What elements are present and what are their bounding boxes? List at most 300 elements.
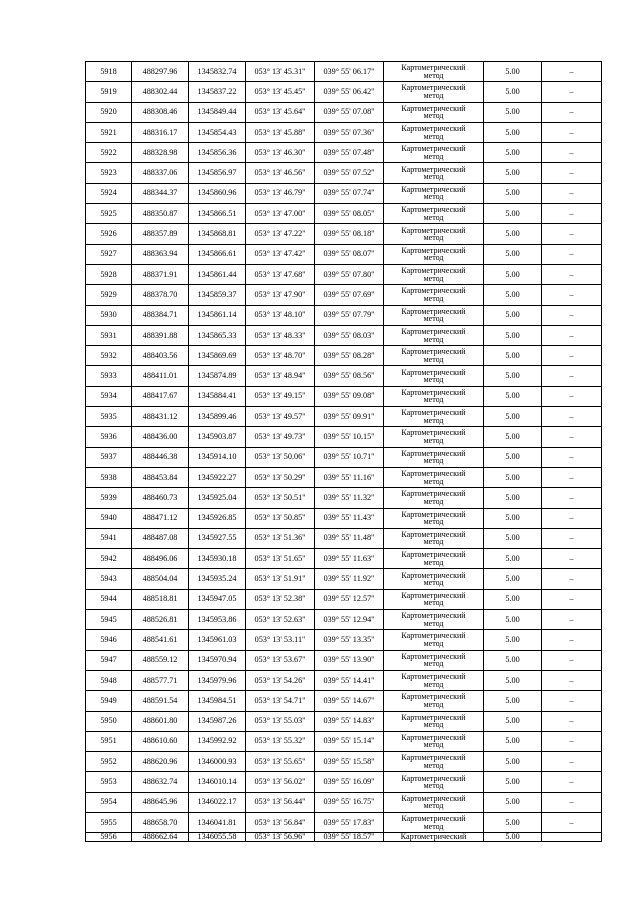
latitude-cell: 053° 13' 49.15" xyxy=(246,386,315,406)
table-row xyxy=(86,224,602,244)
point-number-cell: 5940 xyxy=(86,508,132,528)
accuracy-cell: 5.00 xyxy=(484,366,542,386)
x-coordinate-cell: 488446.38 xyxy=(132,447,189,467)
longitude-cell: 039° 55' 11.48" xyxy=(315,528,384,548)
method-line-2: метод xyxy=(423,801,444,811)
accuracy-cell: 5.00 xyxy=(484,569,542,589)
method-line-2: метод xyxy=(423,293,444,303)
table-row xyxy=(86,325,602,345)
method-cell xyxy=(384,62,484,82)
longitude-cell: 039° 55' 11.32" xyxy=(315,488,384,508)
longitude-cell: 039° 55' 07.08" xyxy=(315,102,384,122)
y-coordinate-cell: 1345861.44 xyxy=(189,264,246,284)
point-number-cell: 5926 xyxy=(86,224,132,244)
x-coordinate-cell: 488436.00 xyxy=(132,427,189,447)
table-row xyxy=(86,264,602,284)
latitude-cell: 053° 13' 56.02" xyxy=(246,772,315,792)
point-number-cell: 5935 xyxy=(86,407,132,427)
longitude-cell: 039° 55' 13.35" xyxy=(315,630,384,650)
y-coordinate-cell: 1345854.43 xyxy=(189,122,246,142)
x-coordinate-cell: 488417.67 xyxy=(132,386,189,406)
method-line-1: Картометрический xyxy=(401,164,466,174)
latitude-cell: 053° 13' 51.36" xyxy=(246,528,315,548)
method-cell xyxy=(384,346,484,366)
x-coordinate-cell: 488431.12 xyxy=(132,407,189,427)
point-number-cell: 5954 xyxy=(86,792,132,812)
method-line-2: метод xyxy=(423,638,444,648)
method-line-2: метод xyxy=(423,273,444,283)
longitude-cell: 039° 55' 10.15" xyxy=(315,427,384,447)
accuracy-cell: 5.00 xyxy=(484,224,542,244)
method-line-2: метод xyxy=(423,334,444,344)
method-cell xyxy=(384,366,484,386)
description-cell: – xyxy=(542,407,602,427)
method-line-2: метод xyxy=(423,314,444,324)
table-row xyxy=(86,650,602,670)
y-coordinate-cell: 1345984.51 xyxy=(189,691,246,711)
x-coordinate-cell: 488518.81 xyxy=(132,589,189,609)
point-number-cell: 5931 xyxy=(86,325,132,345)
method-line-2: метод xyxy=(423,395,444,405)
accuracy-cell: 5.00 xyxy=(484,163,542,183)
method-cell xyxy=(384,549,484,569)
x-coordinate-cell: 488496.06 xyxy=(132,549,189,569)
latitude-cell: 053° 13' 47.00" xyxy=(246,204,315,224)
table-row xyxy=(86,122,602,142)
latitude-cell: 053° 13' 50.29" xyxy=(246,467,315,487)
longitude-cell: 039° 55' 14.67" xyxy=(315,691,384,711)
method-cell xyxy=(384,224,484,244)
method-cell xyxy=(384,650,484,670)
method-line-2: метод xyxy=(423,375,444,385)
accuracy-cell: 5.00 xyxy=(484,62,542,82)
longitude-cell: 039° 55' 06.17" xyxy=(315,62,384,82)
accuracy-cell: 5.00 xyxy=(484,325,542,345)
point-number-cell: 5945 xyxy=(86,610,132,630)
method-line-1: Картометрический xyxy=(401,712,466,722)
method-line-1: Картометрический xyxy=(401,672,466,682)
latitude-cell: 053° 13' 48.10" xyxy=(246,305,315,325)
method-cell xyxy=(384,467,484,487)
point-number-cell: 5927 xyxy=(86,244,132,264)
method-line-2: метод xyxy=(423,699,444,709)
method-line-2: метод xyxy=(423,151,444,161)
table-row xyxy=(86,204,602,224)
y-coordinate-cell: 1345866.61 xyxy=(189,244,246,264)
longitude-cell: 039° 55' 13.90" xyxy=(315,650,384,670)
y-coordinate-cell: 1345935.24 xyxy=(189,569,246,589)
description-cell: – xyxy=(542,691,602,711)
method-cell xyxy=(384,285,484,305)
point-number-cell: 5951 xyxy=(86,731,132,751)
point-number-cell: 5923 xyxy=(86,163,132,183)
description-cell: – xyxy=(542,549,602,569)
x-coordinate-cell: 488662.64 xyxy=(132,833,189,842)
latitude-cell: 053° 13' 55.03" xyxy=(246,711,315,731)
latitude-cell: 053° 13' 56.96" xyxy=(246,833,315,842)
y-coordinate-cell: 1345860.96 xyxy=(189,183,246,203)
accuracy-cell: 5.00 xyxy=(484,691,542,711)
method-line-1: Картометрический xyxy=(401,550,466,560)
point-number-cell: 5956 xyxy=(86,833,132,842)
accuracy-cell: 5.00 xyxy=(484,143,542,163)
method-cell xyxy=(384,204,484,224)
x-coordinate-cell: 488487.08 xyxy=(132,528,189,548)
point-number-cell: 5941 xyxy=(86,528,132,548)
table-row xyxy=(86,346,602,366)
method-line-1: Картометрический xyxy=(401,793,466,803)
description-cell: – xyxy=(542,792,602,812)
table-row xyxy=(86,285,602,305)
method-cell xyxy=(384,691,484,711)
method-cell xyxy=(384,731,484,751)
latitude-cell: 053° 13' 56.84" xyxy=(246,812,315,832)
method-line-1: Картометрический xyxy=(401,124,466,134)
table-row xyxy=(86,102,602,122)
table-row xyxy=(86,772,602,792)
y-coordinate-cell: 1345987.26 xyxy=(189,711,246,731)
method-line-1: Картометрический xyxy=(401,469,466,479)
longitude-cell: 039° 55' 08.05" xyxy=(315,204,384,224)
x-coordinate-cell: 488384.71 xyxy=(132,305,189,325)
y-coordinate-cell: 1346010.14 xyxy=(189,772,246,792)
longitude-cell: 039° 55' 08.18" xyxy=(315,224,384,244)
point-number-cell: 5928 xyxy=(86,264,132,284)
method-line-2: метод xyxy=(423,90,444,100)
method-line-1: Картометрический xyxy=(401,529,466,539)
description-cell: – xyxy=(542,163,602,183)
point-number-cell: 5922 xyxy=(86,143,132,163)
method-cell xyxy=(384,711,484,731)
method-line-2: метод xyxy=(423,517,444,527)
accuracy-cell: 5.00 xyxy=(484,407,542,427)
method-cell xyxy=(384,670,484,690)
point-number-cell: 5918 xyxy=(86,62,132,82)
description-cell: – xyxy=(542,569,602,589)
method-line-1: Картометрический xyxy=(401,387,466,397)
accuracy-cell: 5.00 xyxy=(484,488,542,508)
x-coordinate-cell: 488344.37 xyxy=(132,183,189,203)
longitude-cell: 039° 55' 11.63" xyxy=(315,549,384,569)
point-number-cell: 5939 xyxy=(86,488,132,508)
method-line-1: Картометрический xyxy=(401,428,466,438)
method-cell xyxy=(384,143,484,163)
method-line-2: метод xyxy=(423,537,444,547)
latitude-cell: 053° 13' 47.68" xyxy=(246,264,315,284)
accuracy-cell: 5.00 xyxy=(484,528,542,548)
longitude-cell: 039° 55' 12.94" xyxy=(315,610,384,630)
longitude-cell: 039° 55' 09.08" xyxy=(315,386,384,406)
latitude-cell: 053° 13' 46.56" xyxy=(246,163,315,183)
description-cell: – xyxy=(542,772,602,792)
accuracy-cell: 5.00 xyxy=(484,204,542,224)
method-cell xyxy=(384,610,484,630)
description-cell: – xyxy=(542,122,602,142)
method-line-2: метод xyxy=(423,740,444,750)
longitude-cell: 039° 55' 10.71" xyxy=(315,447,384,467)
table-row xyxy=(86,82,602,102)
method-cell xyxy=(384,752,484,772)
point-number-cell: 5942 xyxy=(86,549,132,569)
x-coordinate-cell: 488378.70 xyxy=(132,285,189,305)
method-line-1: Картометрический xyxy=(401,732,466,742)
accuracy-cell: 5.00 xyxy=(484,812,542,832)
method-line-2: метод xyxy=(423,253,444,263)
longitude-cell: 039° 55' 07.36" xyxy=(315,122,384,142)
description-cell: – xyxy=(542,508,602,528)
longitude-cell: 039° 55' 15.58" xyxy=(315,752,384,772)
x-coordinate-cell: 488541.61 xyxy=(132,630,189,650)
y-coordinate-cell: 1345914.10 xyxy=(189,447,246,467)
description-cell: – xyxy=(542,812,602,832)
description-cell: – xyxy=(542,427,602,447)
method-cell xyxy=(384,772,484,792)
method-cell xyxy=(384,447,484,467)
description-cell: – xyxy=(542,285,602,305)
description-cell: – xyxy=(542,183,602,203)
method-cell xyxy=(384,508,484,528)
y-coordinate-cell: 1346055.58 xyxy=(189,833,246,842)
x-coordinate-cell: 488645.96 xyxy=(132,792,189,812)
accuracy-cell: 5.00 xyxy=(484,549,542,569)
method-cell xyxy=(384,325,484,345)
x-coordinate-cell: 488577.71 xyxy=(132,670,189,690)
latitude-cell: 053° 13' 49.73" xyxy=(246,427,315,447)
latitude-cell: 053° 13' 54.26" xyxy=(246,670,315,690)
y-coordinate-cell: 1345874.89 xyxy=(189,366,246,386)
x-coordinate-cell: 488559.12 xyxy=(132,650,189,670)
description-cell: – xyxy=(542,346,602,366)
method-cell xyxy=(384,244,484,264)
method-cell xyxy=(384,122,484,142)
method-cell xyxy=(384,488,484,508)
description-cell: – xyxy=(542,264,602,284)
table-row xyxy=(86,610,602,630)
method-line-2: метод xyxy=(423,172,444,182)
method-line-1: Картометрический xyxy=(401,367,466,377)
method-line-1: Картометрический xyxy=(401,489,466,499)
method-cell xyxy=(384,183,484,203)
y-coordinate-cell: 1345865.33 xyxy=(189,325,246,345)
method-line-2: метод xyxy=(423,781,444,791)
longitude-cell: 039° 55' 08.56" xyxy=(315,366,384,386)
accuracy-cell: 5.00 xyxy=(484,102,542,122)
table-row xyxy=(86,467,602,487)
y-coordinate-cell: 1345859.37 xyxy=(189,285,246,305)
y-coordinate-cell: 1345856.36 xyxy=(189,143,246,163)
y-coordinate-cell: 1345926.85 xyxy=(189,508,246,528)
point-number-cell: 5948 xyxy=(86,670,132,690)
x-coordinate-cell: 488371.91 xyxy=(132,264,189,284)
x-coordinate-cell: 488471.12 xyxy=(132,508,189,528)
latitude-cell: 053° 13' 47.22" xyxy=(246,224,315,244)
method-line-1: Картометрический xyxy=(401,347,466,357)
method-cell xyxy=(384,264,484,284)
x-coordinate-cell: 488297.96 xyxy=(132,62,189,82)
table-row xyxy=(86,691,602,711)
description-cell: – xyxy=(542,62,602,82)
accuracy-cell: 5.00 xyxy=(484,833,542,842)
x-coordinate-cell: 488350.87 xyxy=(132,204,189,224)
y-coordinate-cell: 1346000.93 xyxy=(189,752,246,772)
point-number-cell: 5930 xyxy=(86,305,132,325)
table-row xyxy=(86,569,602,589)
longitude-cell: 039° 55' 07.48" xyxy=(315,143,384,163)
latitude-cell: 053° 13' 46.30" xyxy=(246,143,315,163)
x-coordinate-cell: 488337.06 xyxy=(132,163,189,183)
description-cell: – xyxy=(542,386,602,406)
accuracy-cell: 5.00 xyxy=(484,467,542,487)
y-coordinate-cell: 1345849.44 xyxy=(189,102,246,122)
method-cell xyxy=(384,305,484,325)
x-coordinate-cell: 488610.60 xyxy=(132,731,189,751)
latitude-cell: 053° 13' 52.63" xyxy=(246,610,315,630)
method-line-1: Картометрический xyxy=(401,327,466,336)
point-number-cell: 5921 xyxy=(86,122,132,142)
point-number-cell: 5937 xyxy=(86,447,132,467)
accuracy-cell: 5.00 xyxy=(484,346,542,366)
description-cell: – xyxy=(542,224,602,244)
method-line-1: Картометрический xyxy=(401,570,466,580)
accuracy-cell: 5.00 xyxy=(484,670,542,690)
latitude-cell: 053° 13' 48.33" xyxy=(246,325,315,345)
x-coordinate-cell: 488363.94 xyxy=(132,244,189,264)
method-line-2: метод xyxy=(423,578,444,588)
latitude-cell: 053° 13' 45.88" xyxy=(246,122,315,142)
longitude-cell: 039° 55' 08.28" xyxy=(315,346,384,366)
y-coordinate-cell: 1345884.41 xyxy=(189,386,246,406)
method-line-1: Картометрический xyxy=(401,286,466,296)
method-line-1: Картометрический xyxy=(401,63,466,73)
y-coordinate-cell: 1345953.86 xyxy=(189,610,246,630)
latitude-cell: 053° 13' 49.57" xyxy=(246,407,315,427)
point-number-cell: 5943 xyxy=(86,569,132,589)
point-number-cell: 5953 xyxy=(86,772,132,792)
x-coordinate-cell: 488391.88 xyxy=(132,325,189,345)
method-line-2: метод xyxy=(423,131,444,141)
table-row xyxy=(86,386,602,406)
method-line-1: Картометрический xyxy=(401,631,466,641)
method-line-1: Картометрический xyxy=(401,103,466,113)
method-line-1: Картометрический xyxy=(401,753,466,763)
description-cell: – xyxy=(542,447,602,467)
x-coordinate-cell: 488302.44 xyxy=(132,82,189,102)
latitude-cell: 053° 13' 50.06" xyxy=(246,447,315,467)
x-coordinate-cell: 488357.89 xyxy=(132,224,189,244)
method-line-2: метод xyxy=(423,435,444,445)
table-row xyxy=(86,427,602,447)
table-row xyxy=(86,447,602,467)
latitude-cell: 053° 13' 54.71" xyxy=(246,691,315,711)
latitude-cell: 053° 13' 53.11" xyxy=(246,630,315,650)
table-body xyxy=(86,62,602,842)
method-line-1: Картометрический xyxy=(401,184,466,194)
method-cell xyxy=(384,102,484,122)
accuracy-cell: 5.00 xyxy=(484,264,542,284)
point-number-cell: 5938 xyxy=(86,467,132,487)
latitude-cell: 053° 13' 55.65" xyxy=(246,752,315,772)
longitude-cell: 039° 55' 16.75" xyxy=(315,792,384,812)
point-number-cell: 5924 xyxy=(86,183,132,203)
method-cell xyxy=(384,630,484,650)
method-line-2: метод xyxy=(423,496,444,506)
table-row xyxy=(86,630,602,650)
point-number-cell: 5955 xyxy=(86,812,132,832)
method-line-1: Картометрический xyxy=(401,144,466,154)
longitude-cell: 039° 55' 15.14" xyxy=(315,731,384,751)
y-coordinate-cell: 1345832.74 xyxy=(189,62,246,82)
table-row xyxy=(86,305,602,325)
longitude-cell: 039° 55' 14.83" xyxy=(315,711,384,731)
y-coordinate-cell: 1345866.51 xyxy=(189,204,246,224)
latitude-cell: 053° 13' 48.70" xyxy=(246,346,315,366)
longitude-cell: 039° 55' 06.42" xyxy=(315,82,384,102)
latitude-cell: 053° 13' 53.67" xyxy=(246,650,315,670)
description-cell: – xyxy=(542,630,602,650)
accuracy-cell: 5.00 xyxy=(484,447,542,467)
accuracy-cell: 5.00 xyxy=(484,589,542,609)
description-cell: – xyxy=(542,610,602,630)
y-coordinate-cell: 1345992.92 xyxy=(189,731,246,751)
point-number-cell: 5949 xyxy=(86,691,132,711)
method-line-1: Картометрический xyxy=(401,225,466,235)
accuracy-cell: 5.00 xyxy=(484,792,542,812)
method-line-2: метод xyxy=(423,618,444,628)
latitude-cell: 053° 13' 45.45" xyxy=(246,82,315,102)
description-cell: – xyxy=(542,731,602,751)
x-coordinate-cell: 488620.96 xyxy=(132,752,189,772)
description-cell: – xyxy=(542,305,602,325)
y-coordinate-cell: 1345868.81 xyxy=(189,224,246,244)
method-cell xyxy=(384,82,484,102)
x-coordinate-cell: 488526.81 xyxy=(132,610,189,630)
table-row xyxy=(86,812,602,832)
x-coordinate-cell: 488411.01 xyxy=(132,366,189,386)
table-row xyxy=(86,62,602,82)
method-line-1: Картометрический xyxy=(401,651,466,661)
method-line-1: Картометрический xyxy=(401,245,466,255)
method-cell xyxy=(384,792,484,812)
accuracy-cell: 5.00 xyxy=(484,731,542,751)
x-coordinate-cell: 488453.84 xyxy=(132,467,189,487)
longitude-cell: 039° 55' 07.80" xyxy=(315,264,384,284)
accuracy-cell: 5.00 xyxy=(484,305,542,325)
description-cell: – xyxy=(542,752,602,772)
description-cell: – xyxy=(542,102,602,122)
method-line-1: Картометрический xyxy=(401,590,466,600)
method-cell xyxy=(384,427,484,447)
x-coordinate-cell: 488632.74 xyxy=(132,772,189,792)
latitude-cell: 053° 13' 56.44" xyxy=(246,792,315,812)
method-line-1: Картометрический xyxy=(401,266,466,276)
point-number-cell: 5920 xyxy=(86,102,132,122)
method-line-2: метод xyxy=(423,233,444,243)
table-row xyxy=(86,752,602,772)
description-cell: – xyxy=(542,82,602,102)
table-row xyxy=(86,731,602,751)
table-row xyxy=(86,833,602,842)
longitude-cell: 039° 55' 07.69" xyxy=(315,285,384,305)
point-number-cell: 5950 xyxy=(86,711,132,731)
table-row xyxy=(86,407,602,427)
method-line-2: метод xyxy=(423,456,444,466)
y-coordinate-cell: 1345947.05 xyxy=(189,589,246,609)
latitude-cell: 053° 13' 51.65" xyxy=(246,549,315,569)
description-cell: – xyxy=(542,467,602,487)
x-coordinate-cell: 488504.04 xyxy=(132,569,189,589)
x-coordinate-cell: 488403.56 xyxy=(132,346,189,366)
table-row xyxy=(86,711,602,731)
